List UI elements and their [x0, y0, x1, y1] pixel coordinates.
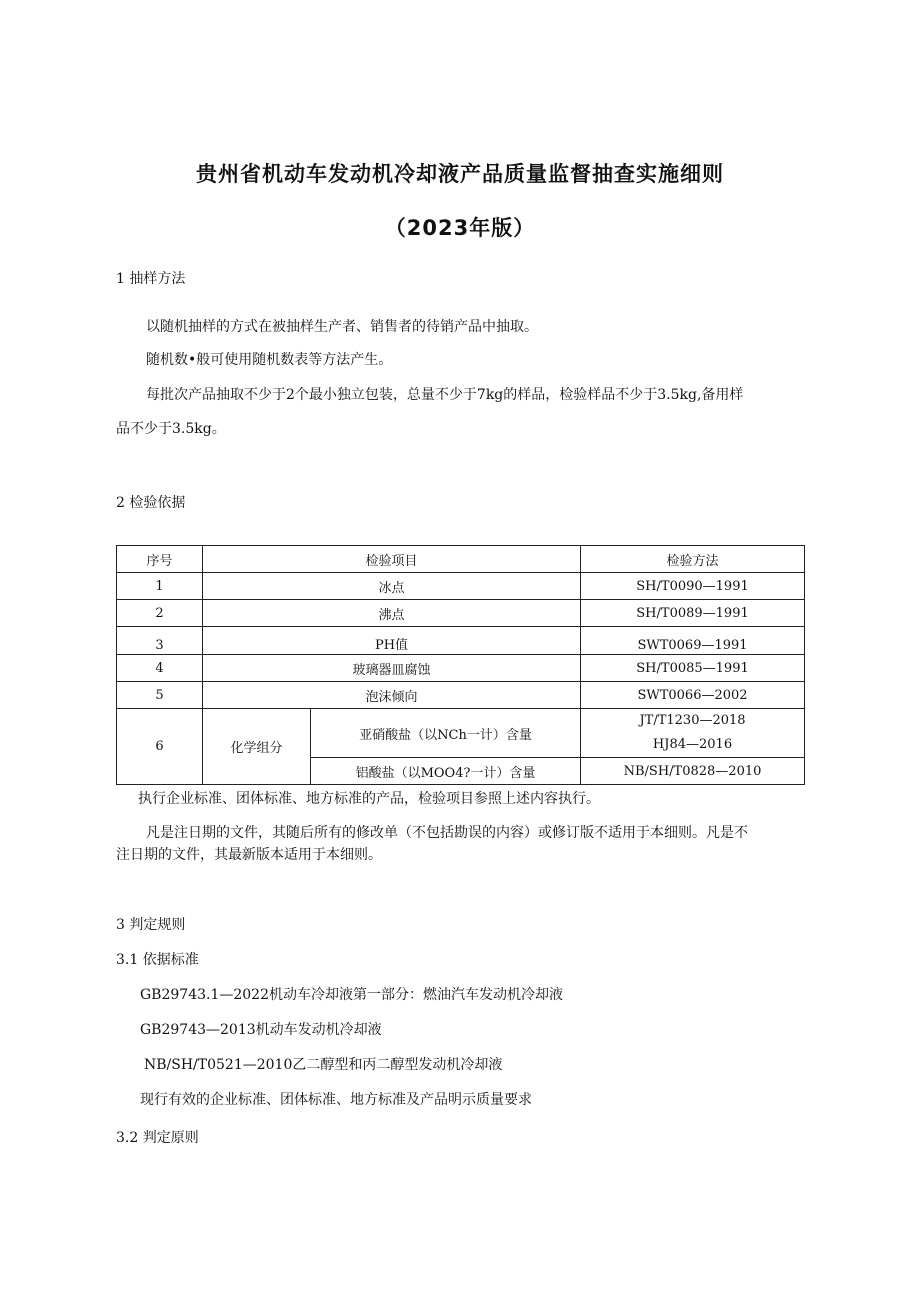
row-sub-item-molybdate: 铝酸盐（以MOO4?一计）含量 — [311, 758, 581, 785]
header-inspection-item: 检验项目 — [203, 546, 581, 573]
row-item-group: 化学组分 — [203, 709, 311, 785]
table-row — [117, 600, 805, 627]
method-line-2: HJ84—2016 — [652, 737, 733, 752]
row-sub-method-nitrite — [581, 709, 805, 758]
table-row — [117, 573, 805, 600]
row-inspection-method: SWT0066—2002 — [581, 682, 805, 709]
standard-item: 现行有效的企业标准、团体标准、地方标准及产品明示质量要求 — [140, 1092, 532, 1108]
row-inspection-item: 冰点 — [203, 573, 581, 600]
section-1-paragraph-3-line-2: 品不少于3.5kg。 — [116, 421, 226, 437]
row-serial-number: 5 — [117, 682, 203, 709]
table-header-row — [117, 546, 805, 573]
document-edition: （2023年版） — [384, 216, 536, 240]
standard-item: GB29743—2013机动车发动机冷却液 — [140, 1022, 382, 1038]
row-serial-number: 2 — [117, 600, 203, 627]
section-1-paragraph-3-line-1: 每批次产品抽取不少于2个最小独立包装，总量不少于7kg的样品，检验样品不少于3.5kg,备用样 — [146, 387, 744, 403]
row-sub-item-nitrite: 亚硝酸盐（以NCh一计）含量 — [311, 709, 581, 758]
section-3-1-heading: 3.1 依据标准 — [116, 952, 199, 968]
section-3-2-heading: 3.2 判定原则 — [116, 1130, 199, 1146]
row-inspection-method: SH/T0090—1991 — [581, 573, 805, 600]
row-serial-number: 1 — [117, 573, 203, 600]
document-title: 贵州省机动车发动机冷却液产品质量监督抽查实施细则 — [196, 162, 724, 186]
header-serial-number: 序号 — [117, 546, 203, 573]
section-2-note-2-line-2: 注日期的文件，其最新版本适用于本细则。 — [116, 847, 382, 863]
row-serial-number: 6 — [117, 709, 203, 785]
row-inspection-method: SH/T0089—1991 — [581, 600, 805, 627]
row-inspection-method: SH/T0085—1991 — [581, 655, 805, 682]
row-inspection-method: SWT0069—1991 — [581, 627, 805, 655]
table-row — [117, 627, 805, 655]
row-inspection-item: 泡沫倾向 — [203, 682, 581, 709]
row-inspection-item: 沸点 — [203, 600, 581, 627]
section-2-note-2-line-1: 凡是注日期的文件，其随后所有的修改单（不包括勘误的内容）或修订版不适用于本细则。凡是不 — [146, 825, 748, 841]
row-inspection-item: PH值 — [203, 627, 581, 655]
table-row — [117, 682, 805, 709]
section-2-heading: 2 检验依据 — [116, 495, 186, 511]
header-inspection-method: 检验方法 — [581, 546, 805, 573]
table-row — [117, 709, 805, 758]
section-3-heading: 3 判定规则 — [116, 917, 186, 933]
row-serial-number: 4 — [117, 655, 203, 682]
section-2-note-1: 执行企业标准、团体标准、地方标准的产品，检验项目参照上述内容执行。 — [138, 791, 600, 807]
method-line-1: JT/T1230—2018 — [639, 713, 746, 728]
section-1-heading: 1 抽样方法 — [116, 271, 186, 287]
section-1-paragraph-2: 随机数•般可使用随机数表等方法产生。 — [146, 352, 393, 368]
standard-item: GB29743.1—2022机动车冷却液第一部分：燃油汽车发动机冷却液 — [140, 987, 563, 1003]
table-row — [117, 655, 805, 682]
row-inspection-item: 玻璃器皿腐蚀 — [203, 655, 581, 682]
row-sub-method-molybdate: NB/SH/T0828—2010 — [581, 758, 805, 785]
section-1-paragraph-1: 以随机抽样的方式在被抽样生产者、销售者的待销产品中抽取。 — [146, 319, 538, 335]
inspection-basis-table — [116, 545, 805, 785]
row-serial-number: 3 — [117, 627, 203, 655]
standard-item: NB/SH/T0521—2010乙二醇型和丙二醇型发动机冷却液 — [144, 1057, 503, 1073]
